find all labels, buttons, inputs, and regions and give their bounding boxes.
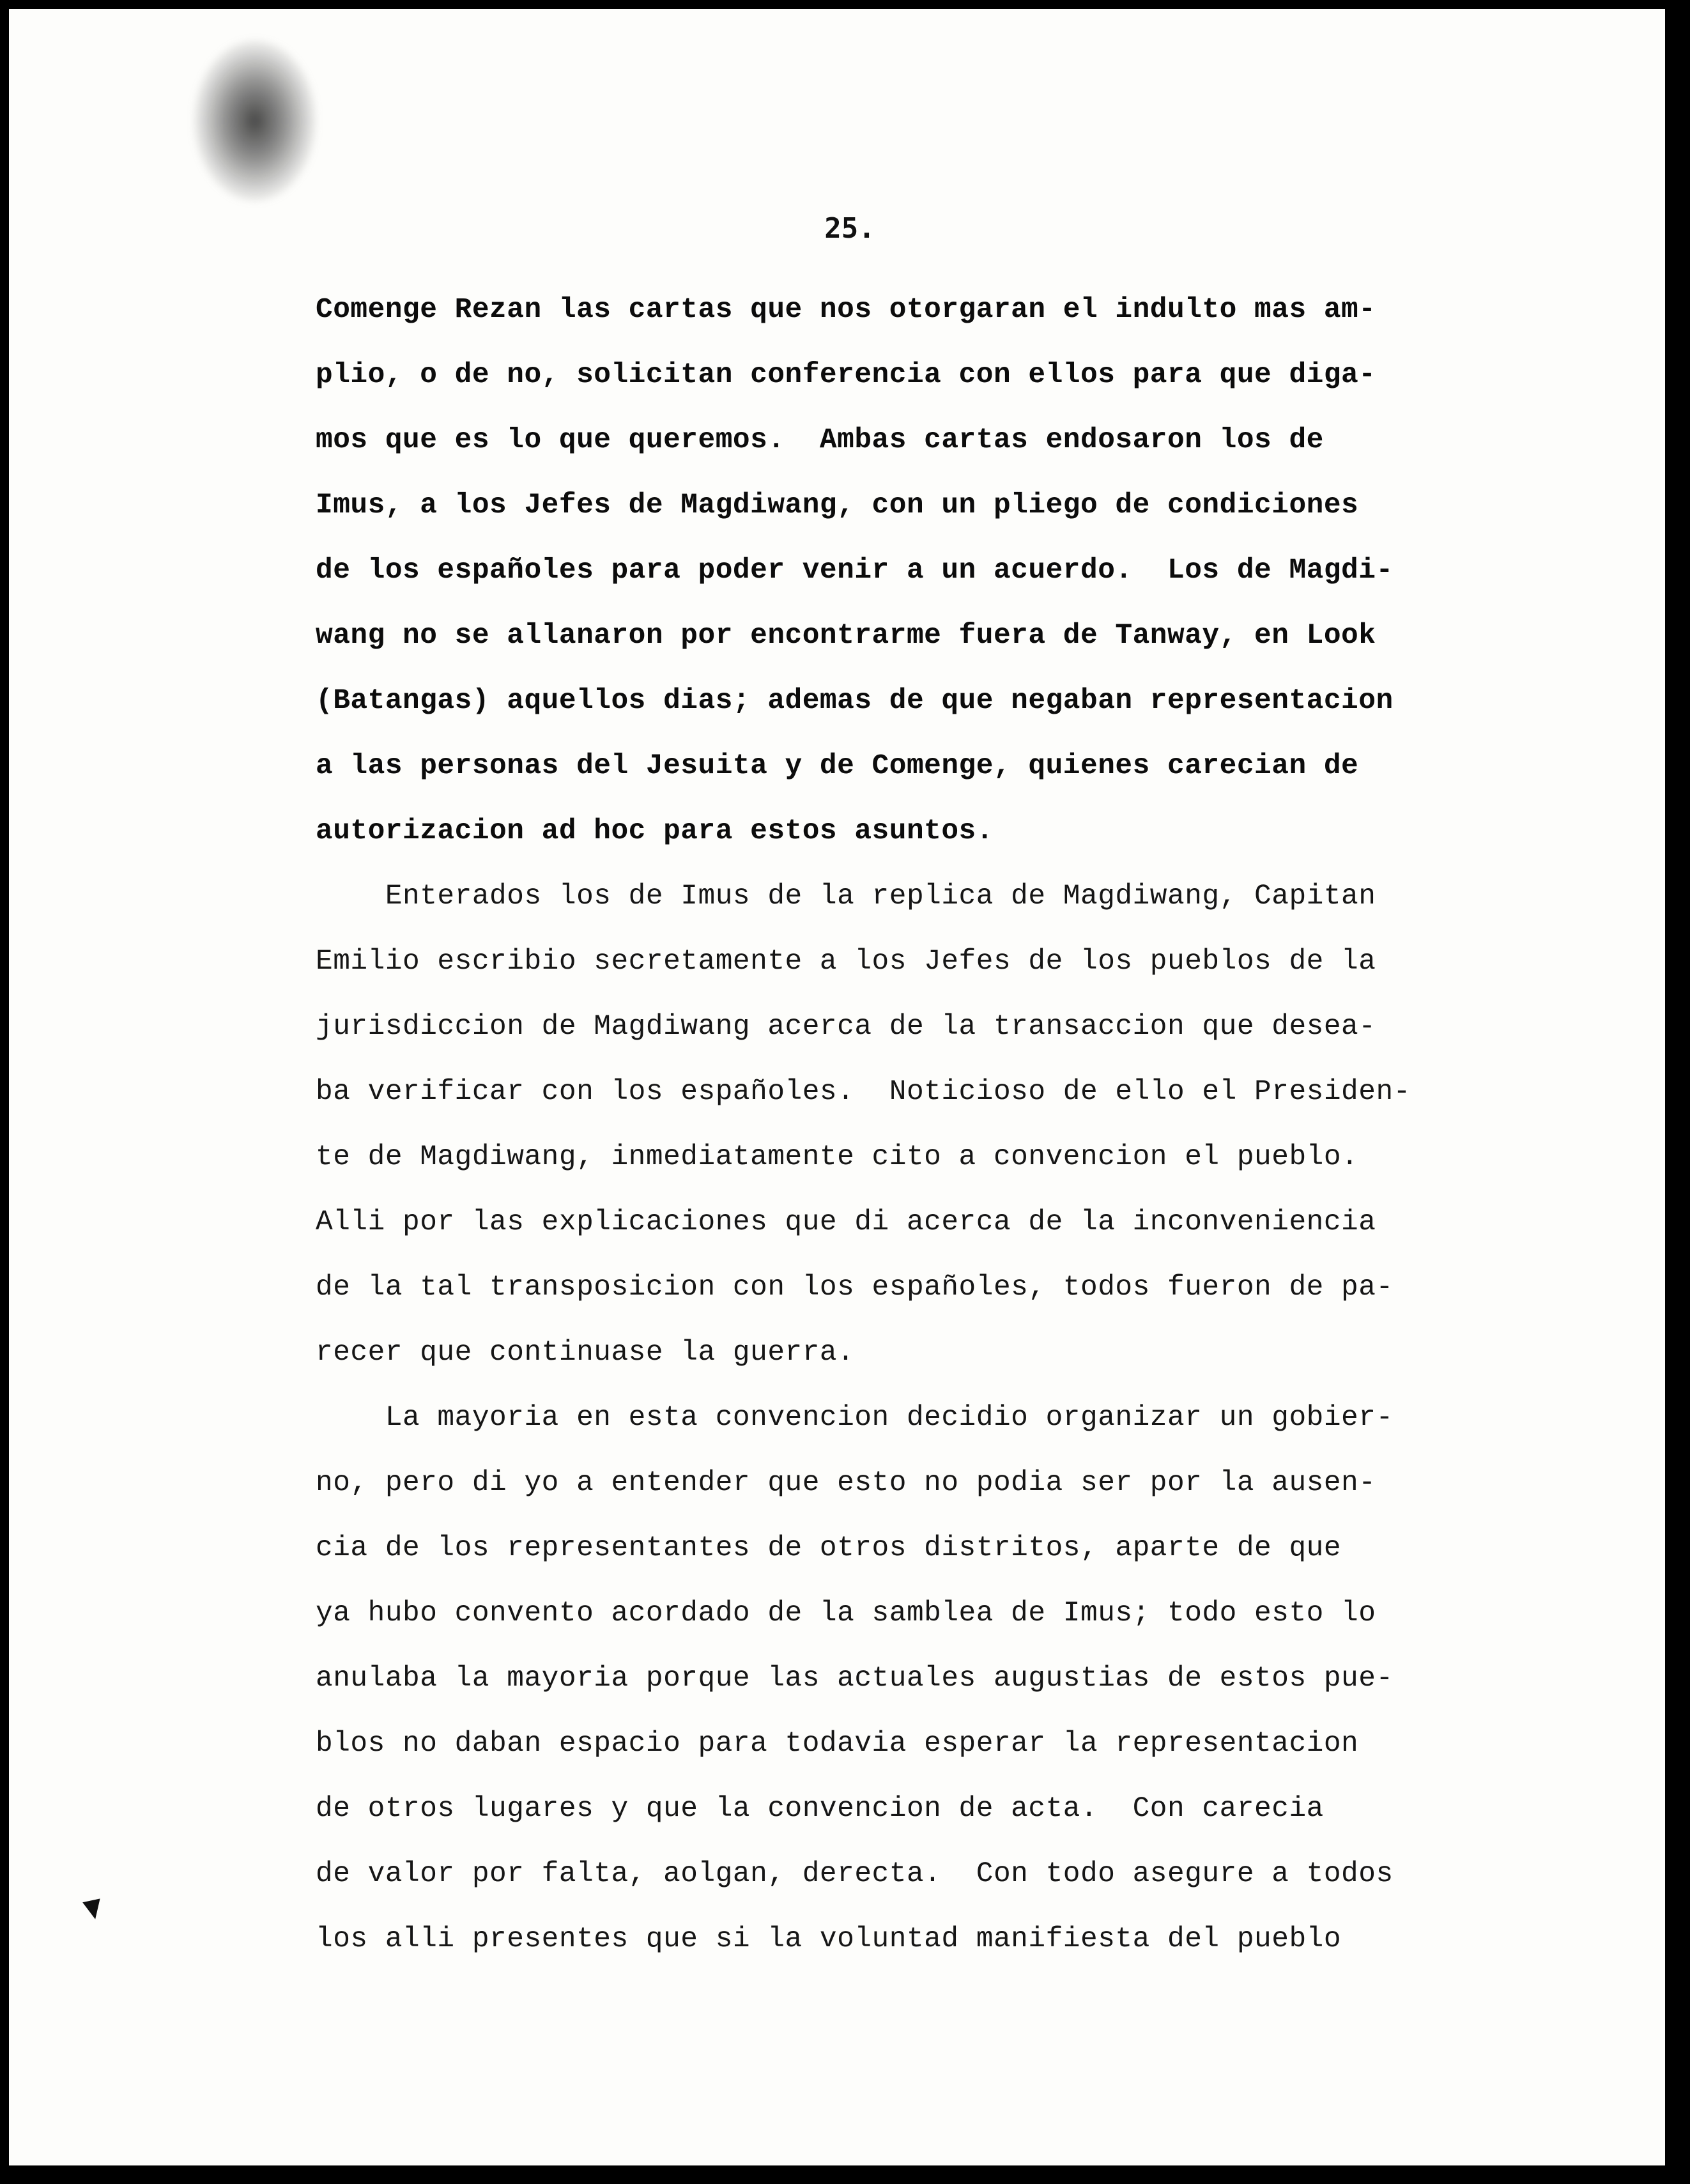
page-number: 25. (824, 212, 875, 245)
text-line: recer que continuase la guerra. (316, 1337, 855, 1369)
text-line: wang no se allanaron por encontrarme fuera de Tanway, en Look (316, 620, 1376, 652)
margin-mark (82, 1898, 104, 1921)
text-line: plio, o de no, solicitan conferencia con ellos para que diga- (316, 359, 1376, 391)
text-line: Imus, a los Jefes de Magdiwang, con un pliego de condiciones (316, 489, 1359, 521)
document-page (9, 9, 1665, 2165)
text-line: Alli por las explicaciones que di acerca de la inconveniencia (316, 1206, 1376, 1238)
ink-smudge (194, 41, 316, 201)
text-line: te de Magdiwang, inmediatamente cito a convencion el pueblo. (316, 1141, 1359, 1173)
text-line: autorizacion ad hoc para estos asuntos. (316, 815, 994, 847)
text-line: de la tal transposicion con los españoles, todos fueron de pa- (316, 1272, 1394, 1303)
text-line: de valor por falta, aolgan, derecta. Con todo asegure a todos (316, 1858, 1394, 1890)
text-line: Enterados los de Imus de la replica de Magdiwang, Capitan (316, 881, 1376, 912)
text-line: ba verificar con los españoles. Noticioso de ello el Presiden- (316, 1076, 1411, 1108)
text-line: a las personas del Jesuita y de Comenge, quienes carecian de (316, 750, 1359, 782)
text-line: no, pero di yo a entender que esto no podia ser por la ausen- (316, 1467, 1376, 1499)
text-line: (Batangas) aquellos dias; ademas de que negaban representacion (316, 685, 1394, 717)
text-line: mos que es lo que queremos. Ambas cartas endosaron los de (316, 424, 1324, 456)
text-line: blos no daban espacio para todavia esperar la representacion (316, 1728, 1359, 1760)
text-line: ya hubo convento acordado de la samblea de Imus; todo esto lo (316, 1597, 1376, 1629)
text-line: cia de los representantes de otros distritos, aparte de que (316, 1532, 1342, 1564)
text-line: de otros lugares y que la convencion de acta. Con carecia (316, 1793, 1324, 1825)
text-line: jurisdiccion de Magdiwang acerca de la transaccion que desea- (316, 1011, 1376, 1043)
text-line: anulaba la mayoria porque las actuales augustias de estos pue- (316, 1663, 1394, 1695)
text-line: los alli presentes que si la voluntad manifiesta del pueblo (316, 1923, 1342, 1955)
text-line: Emilio escribio secretamente a los Jefes de los pueblos de la (316, 946, 1376, 978)
text-line: La mayoria en esta convencion decidio organizar un gobier- (316, 1402, 1394, 1434)
text-line: de los españoles para poder venir a un acuerdo. Los de Magdi- (316, 555, 1394, 587)
text-line: Comenge Rezan las cartas que nos otorgaran el indulto mas am- (316, 294, 1376, 326)
body-text (316, 277, 1530, 1972)
